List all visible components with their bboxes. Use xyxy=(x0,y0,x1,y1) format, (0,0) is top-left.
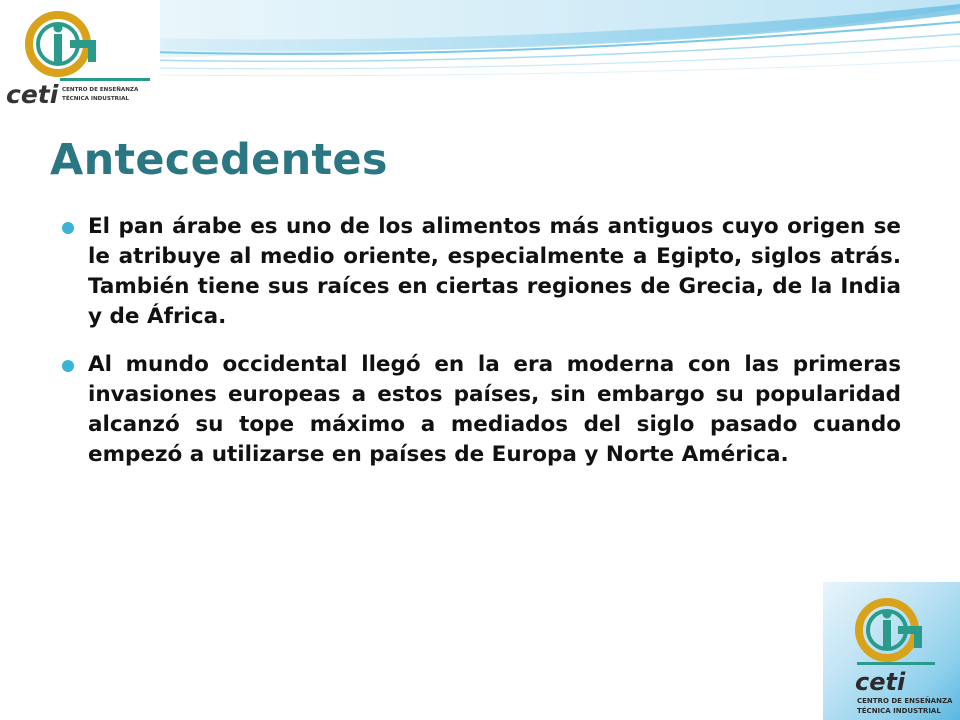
ceti-logo-icon xyxy=(823,582,960,720)
bullet-text: Al mundo occidental llegó en la era moderna con las primeras invasiones europeas a estos países, sin embargo su popularidad alcanzó su tope máximo a mediados del siglo pasado cuando empezó a utilizarse en países de Europa y Norte América. xyxy=(88,352,901,467)
logo-brand-text: ceti xyxy=(6,80,59,108)
logo-brand-text: ceti xyxy=(855,668,906,696)
bullet-item xyxy=(62,212,901,332)
ceti-logo-bottom xyxy=(823,582,960,720)
bullet-list xyxy=(62,212,901,488)
logo-line1: CENTRO DE ENSEÑANZA xyxy=(857,697,953,705)
bullet-marker-icon xyxy=(62,360,74,372)
logo-line2: TÉCNICA INDUSTRIAL xyxy=(857,707,941,715)
slide-title: Antecedentes xyxy=(50,135,388,185)
bullet-item xyxy=(62,350,901,470)
bullet-text: El pan árabe es uno de los alimentos más antiguos cuyo origen se le atribuye al medio oriente, especialmente a Egipto, siglos atrás. También tiene sus raíces en ciertas regiones de Grecia, de la India y de África. xyxy=(88,214,901,329)
logo-line2: TÉCNICA INDUSTRIAL xyxy=(62,96,129,102)
logo-line1: CENTRO DE ENSEÑANZA xyxy=(62,87,139,93)
ceti-logo-icon xyxy=(0,0,160,108)
bullet-marker-icon xyxy=(62,222,74,234)
ceti-logo-top xyxy=(0,0,160,108)
